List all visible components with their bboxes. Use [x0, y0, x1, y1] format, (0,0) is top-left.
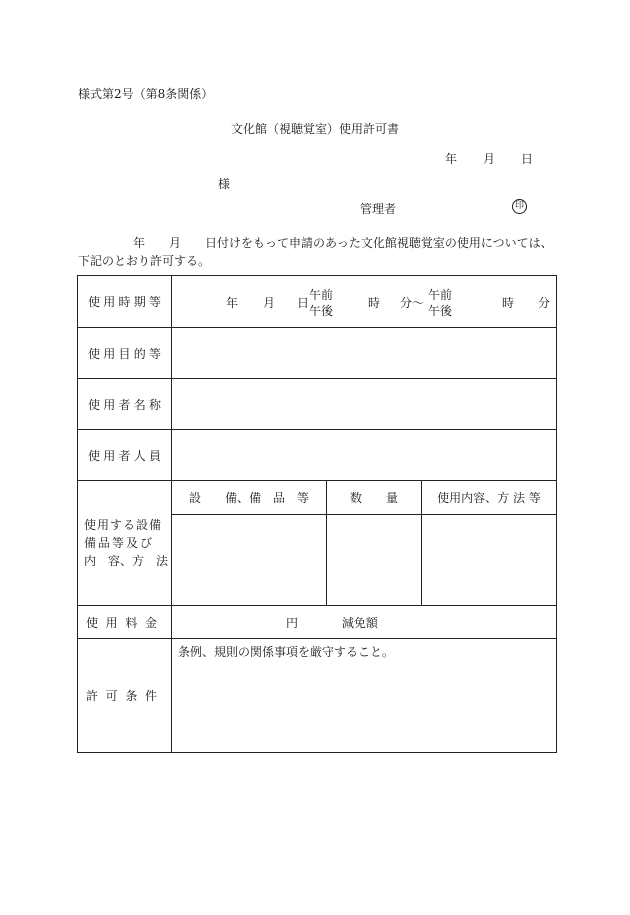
permit-table: [77, 275, 557, 753]
conditions-label: 許 可 条 件: [86, 689, 157, 703]
fee-reduction-label: 減免額: [341, 615, 378, 630]
row-equipment: [78, 481, 557, 606]
user-name-label: 使 用 者 名 称: [88, 397, 161, 412]
date-year: 年: [445, 152, 458, 166]
user-count-label-cell: [78, 430, 172, 481]
period-pm: 午後: [309, 304, 334, 318]
period-label-cell: [78, 276, 172, 328]
form-reference: 様式第2号（第8条関係）: [78, 87, 214, 101]
row-user-name: [78, 379, 557, 430]
conditions-label-cell: [78, 639, 172, 753]
user-count-value-cell[interactable]: [172, 430, 557, 481]
equipment-label-cell: [78, 481, 172, 606]
equipment-label-line2: 備品等及び: [84, 536, 155, 550]
row-purpose: [78, 328, 557, 379]
period-hour: 時: [368, 296, 381, 310]
equipment-subtable-cell: [172, 481, 557, 606]
date-month: 月: [483, 152, 496, 166]
conditions-value-cell: [172, 639, 557, 753]
period-year: 年: [226, 296, 239, 310]
date-day: 日: [521, 152, 534, 166]
manager-label: 管理者: [360, 202, 397, 216]
row-user-count: [78, 430, 557, 481]
row-conditions: [78, 639, 557, 753]
row-fee: [78, 606, 557, 639]
usage-col-header: 使用内容、方 法 等: [437, 491, 541, 505]
period-minute2: 分: [538, 296, 551, 310]
equipment-label-line3: 内 容、方 法: [84, 554, 169, 568]
period-am2: 午前: [428, 288, 453, 302]
purpose-label-cell: [78, 328, 172, 379]
purpose-label: 使 用 目 的 等: [88, 346, 161, 361]
period-label: 使 用 時 期 等: [88, 295, 161, 309]
seal-icon: 印: [512, 199, 527, 214]
period-minute-tilde: 分～: [400, 296, 425, 310]
equipment-col-header: 設 備、備 品 等: [172, 481, 327, 514]
quantity-col-header: 数 量: [327, 481, 422, 514]
period-hour2: 時: [502, 296, 515, 310]
period-pm2: 午後: [428, 304, 453, 318]
document-title: 文化館（視聴覚室）使用許可書: [230, 122, 399, 136]
equipment-input-cell[interactable]: [172, 515, 327, 605]
user-name-label-cell: [78, 379, 172, 430]
quantity-input-cell[interactable]: [327, 515, 422, 605]
fee-yen: 円: [286, 615, 299, 630]
body-text-line1: 年 月 日付けをもって申請のあった文化館視聴覚室の使用については、: [133, 236, 553, 250]
body-text-line2: 下記のとおり許可する。: [78, 254, 211, 268]
user-count-label: 使 用 者 人 員: [88, 448, 161, 463]
purpose-value-cell[interactable]: [172, 328, 557, 379]
period-am: 午前: [309, 288, 334, 302]
period-month: 月: [263, 296, 276, 310]
period-value-cell[interactable]: [172, 276, 557, 328]
usage-input-cell[interactable]: [422, 515, 556, 605]
fee-label-cell: [78, 606, 172, 639]
conditions-text: 条例、規則の関係事項を厳守すること。: [178, 645, 395, 659]
period-day: 日: [297, 296, 310, 310]
user-name-value-cell[interactable]: [172, 379, 557, 430]
issue-date: [445, 150, 533, 167]
equipment-label-line1: 使用する設備: [84, 518, 163, 532]
fee-label: 使 用 料 金: [86, 615, 157, 630]
addressee-suffix: 様: [218, 177, 231, 191]
row-period: [78, 276, 557, 328]
fee-value-cell[interactable]: [172, 606, 557, 639]
